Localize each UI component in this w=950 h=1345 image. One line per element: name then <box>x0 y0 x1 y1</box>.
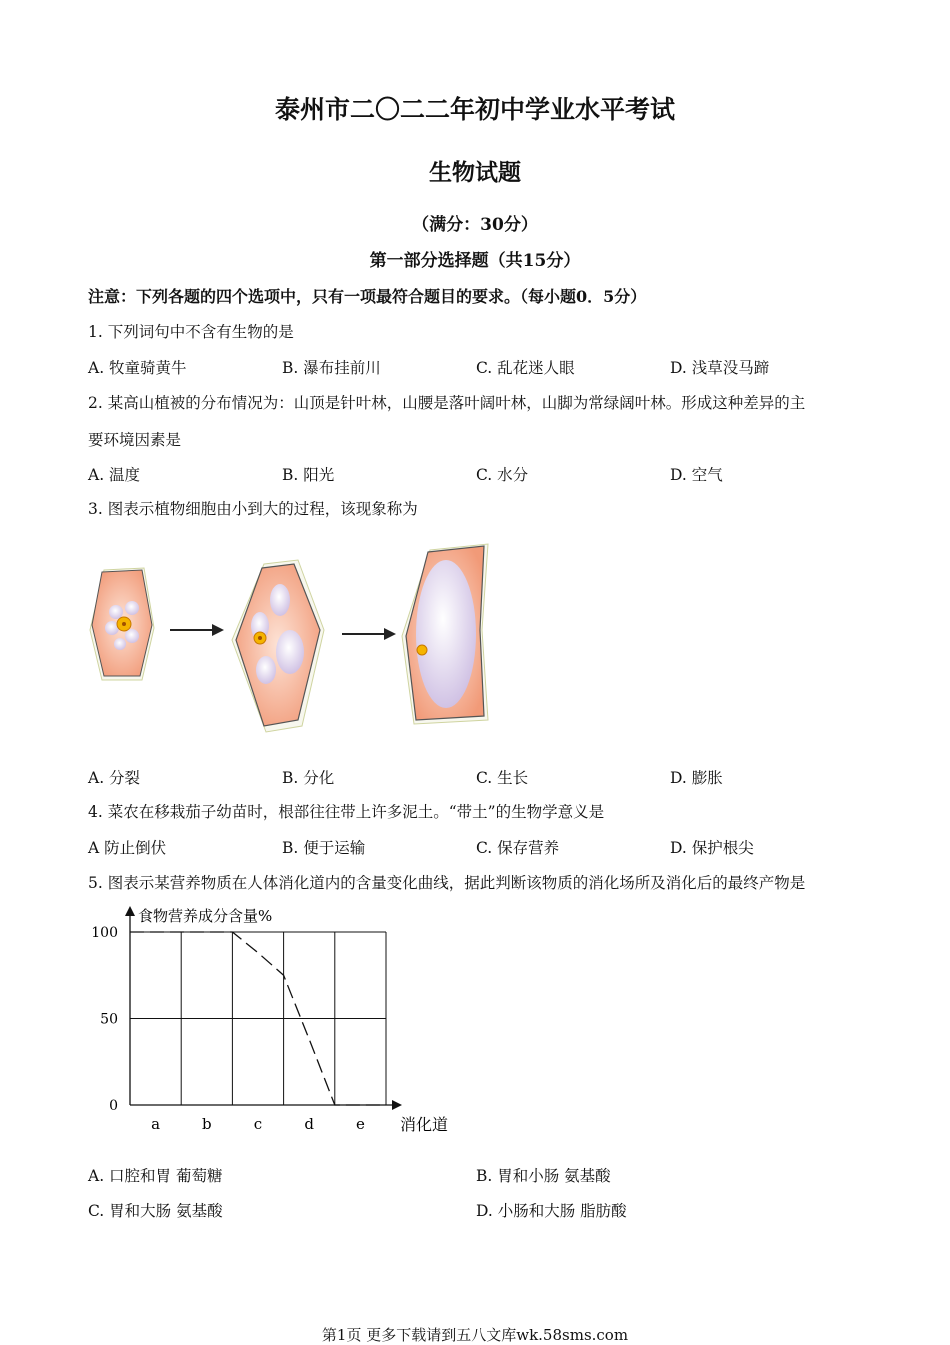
q4-option-b: B. 便于运输 <box>282 836 365 858</box>
q1-option-d: D. 浅草没马蹄 <box>670 356 769 378</box>
q3-option-c: C. 生长 <box>476 766 528 788</box>
q2-option-d: D. 空气 <box>670 463 723 485</box>
y-axis-label: 食物营养成分含量% <box>138 907 272 925</box>
q5-option-a: A. 口腔和胃 葡萄糖 <box>88 1164 222 1186</box>
question-2-stem-line2: 要环境因素是 <box>88 428 181 450</box>
medium-cell <box>232 560 324 732</box>
q4-option-a: A 防止倒伏 <box>88 836 166 858</box>
q2-option-b: B. 阳光 <box>282 463 334 485</box>
q2-option-a: A. 温度 <box>88 463 140 485</box>
part-one-heading: 第一部分选择题（共15分） <box>0 246 950 271</box>
x-category-label: d <box>304 1115 314 1133</box>
q4-option-d: D. 保护根尖 <box>670 836 754 858</box>
y-tick-label: 50 <box>100 1012 118 1028</box>
q1-option-a: A. 牧童骑黄牛 <box>88 356 187 378</box>
cell-growth-figure <box>84 540 504 736</box>
x-category-label: e <box>356 1115 365 1133</box>
question-1-stem: 1. 下列词句中不含有生物的是 <box>88 320 294 342</box>
y-axis-arrow <box>125 906 135 916</box>
small-cell <box>90 568 154 680</box>
question-4-stem: 4. 菜农在移栽茄子幼苗时，根部往往带上许多泥土。“带土”的生物学意义是 <box>88 800 604 822</box>
digestion-chart <box>90 900 470 1145</box>
page-footer: 第1页 更多下载请到五八文库wk.58sms.com <box>0 1324 950 1345</box>
q1-option-b: B. 瀑布挂前川 <box>282 356 381 378</box>
question-2-stem-line1: 2. 某高山植被的分布情况为：山顶是针叶林，山腰是落叶阔叶林，山脚为常绿阔叶林。形成这种差异的主 <box>88 391 805 413</box>
x-category-label: b <box>202 1115 212 1133</box>
arrow-2 <box>342 628 396 640</box>
full-score: （满分：30分） <box>0 210 950 235</box>
q2-option-c: C. 水分 <box>476 463 528 485</box>
exam-title: 泰州市二〇二二年初中学业水平考试 <box>0 90 950 126</box>
x-axis-arrow <box>392 1100 402 1110</box>
x-axis-label: 消化道 <box>400 1115 448 1134</box>
q1-option-c: C. 乱花迷人眼 <box>476 356 575 378</box>
question-3-stem: 3. 图表示植物细胞由小到大的过程，该现象称为 <box>88 497 418 519</box>
q5-option-c: C. 胃和大肠 氨基酸 <box>88 1199 223 1221</box>
large-cell <box>402 544 488 724</box>
q3-option-a: A. 分裂 <box>88 766 140 788</box>
y-tick-label: 100 <box>91 925 118 941</box>
q4-option-c: C. 保存营养 <box>476 836 559 858</box>
notice-text: 注意：下列各题的四个选项中，只有一项最符合题目的要求。（每小题0．5分） <box>88 284 646 307</box>
arrow-1 <box>170 624 224 636</box>
q5-option-b: B. 胃和小肠 氨基酸 <box>476 1164 611 1186</box>
x-category-label: c <box>254 1115 262 1133</box>
question-5-stem: 5. 图表示某营养物质在人体消化道内的含量变化曲线，据此判断该物质的消化场所及消化后的最终产物是 <box>88 871 805 893</box>
q3-option-b: B. 分化 <box>282 766 334 788</box>
subject-title: 生物试题 <box>0 154 950 187</box>
y-tick-label: 0 <box>109 1098 118 1114</box>
q5-option-d: D. 小肠和大肠 脂肪酸 <box>476 1199 627 1221</box>
q3-option-d: D. 膨胀 <box>670 766 723 788</box>
x-category-label: a <box>151 1115 160 1133</box>
